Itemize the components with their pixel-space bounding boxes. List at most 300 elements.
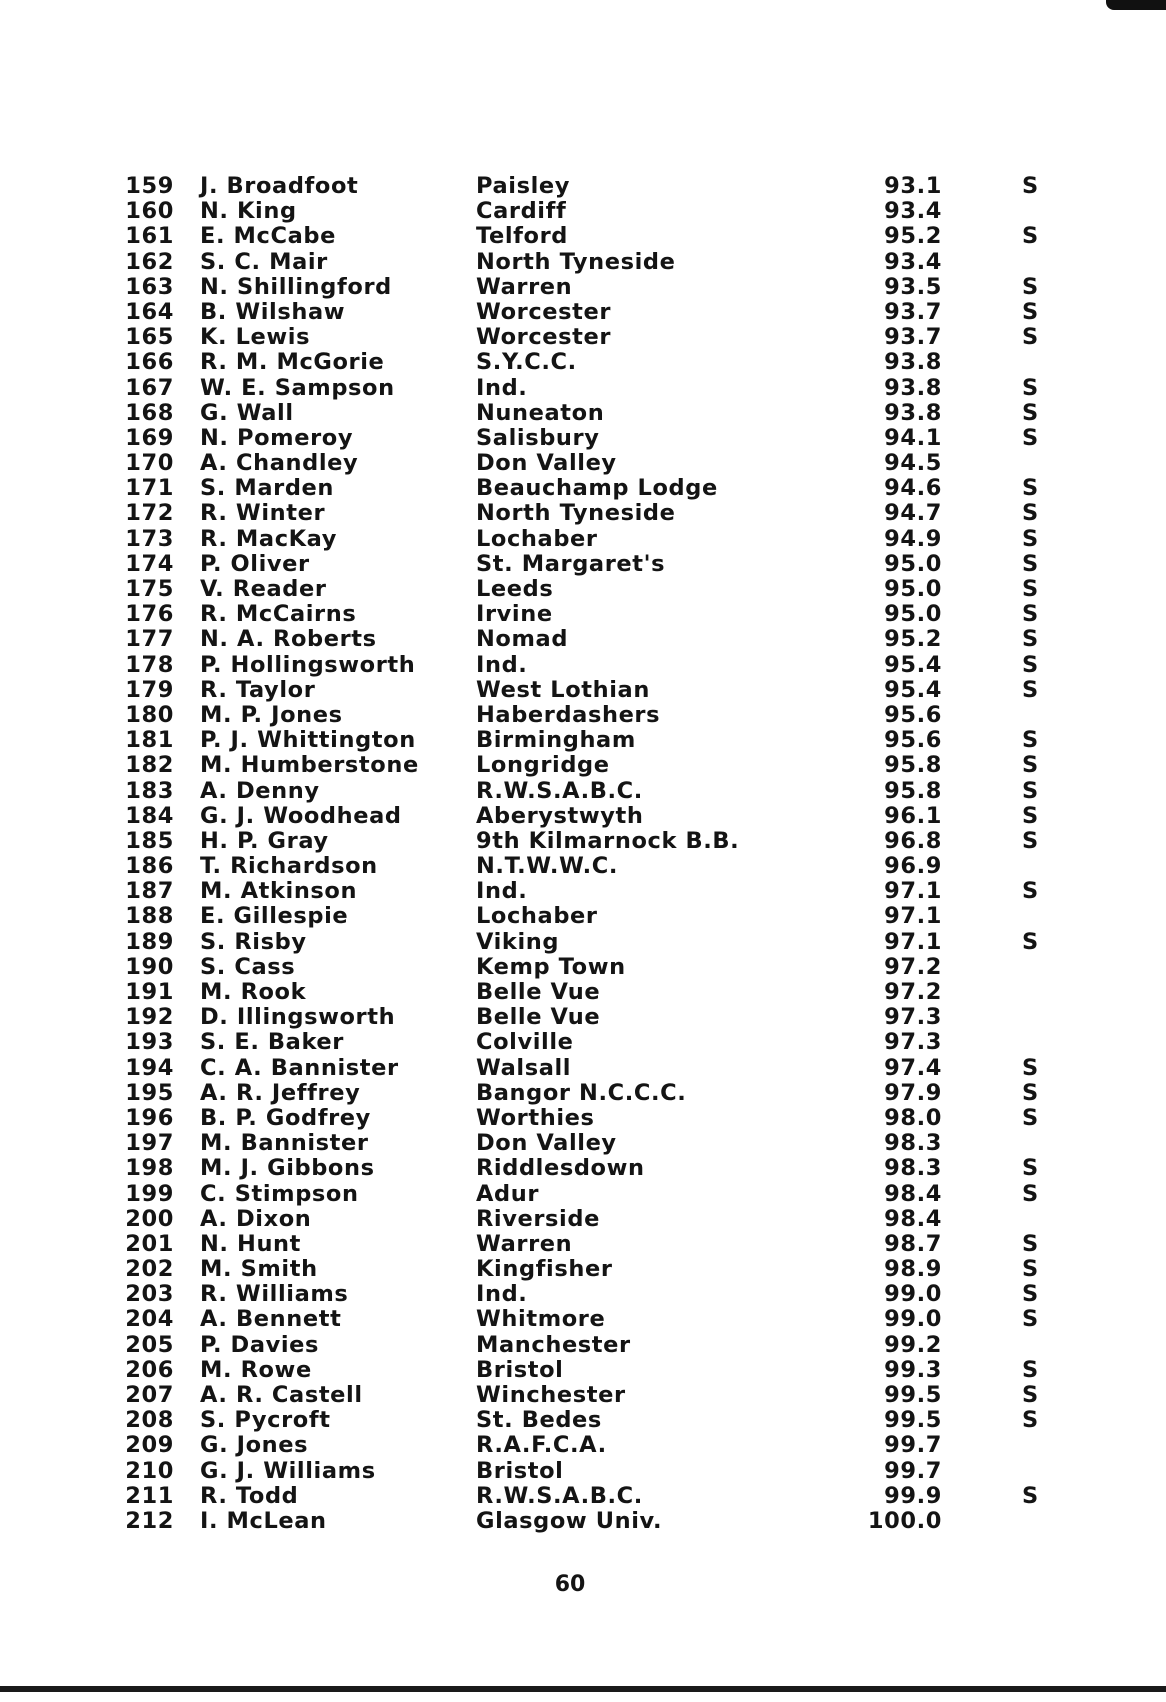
result-row (0, 1484, 1166, 1509)
result-row (0, 1433, 1166, 1458)
result-row (0, 300, 1166, 325)
result-row (0, 426, 1166, 451)
s-mark: S (1022, 374, 1039, 401)
bottom-rule (0, 1686, 1166, 1692)
position-number: 176 (125, 601, 174, 628)
club-name: Adur (476, 1180, 540, 1207)
result-row (0, 930, 1166, 955)
result-row (0, 350, 1166, 375)
result-row (0, 1307, 1166, 1332)
time-value: 95.6 (884, 727, 942, 754)
s-mark: S (1022, 1230, 1039, 1257)
result-row (0, 325, 1166, 350)
position-number: 211 (125, 1482, 174, 1509)
time-value: 97.2 (884, 979, 942, 1005)
s-mark: S (1022, 1155, 1039, 1182)
time-value: 97.3 (884, 1004, 942, 1031)
result-row (0, 199, 1166, 224)
club-name: Lochaber (476, 903, 598, 930)
competitor-name: T. Richardson (200, 853, 378, 880)
time-value: 93.1 (884, 173, 942, 199)
club-name: Belle Vue (476, 979, 601, 1005)
s-mark: S (1022, 727, 1039, 754)
position-number: 187 (125, 878, 174, 905)
result-row (0, 1156, 1166, 1181)
position-number: 205 (125, 1331, 174, 1358)
result-row (0, 904, 1166, 929)
s-mark: S (1022, 928, 1039, 955)
competitor-name: R. Taylor (200, 676, 316, 703)
result-row (0, 703, 1166, 728)
result-row (0, 1509, 1166, 1534)
club-name: Bangor N.C.C.C. (476, 1079, 687, 1106)
position-number: 163 (125, 273, 174, 300)
competitor-name: G. J. Williams (200, 1457, 376, 1484)
s-mark: S (1022, 1306, 1039, 1333)
result-row (0, 602, 1166, 627)
club-name: Worcester (476, 324, 612, 351)
club-name: Cardiff (476, 198, 567, 225)
competitor-name: I. McLean (200, 1507, 327, 1534)
result-row (0, 577, 1166, 602)
time-value: 93.5 (884, 273, 942, 300)
club-name: St. Bedes (476, 1407, 602, 1434)
competitor-name: J. Broadfoot (200, 173, 359, 199)
competitor-name: D. Illingsworth (200, 1004, 396, 1031)
time-value: 98.9 (884, 1256, 942, 1283)
position-number: 178 (125, 651, 174, 678)
s-mark: S (1022, 1079, 1039, 1106)
competitor-name: M. Rowe (200, 1356, 312, 1383)
time-value: 100.0 (867, 1507, 942, 1534)
s-mark: S (1022, 1256, 1039, 1283)
position-number: 175 (125, 576, 174, 602)
result-row (0, 1383, 1166, 1408)
club-name: Kemp Town (476, 953, 626, 980)
result-row (0, 879, 1166, 904)
time-value: 96.9 (884, 853, 942, 880)
s-mark: S (1022, 525, 1039, 552)
time-value: 98.0 (884, 1104, 942, 1131)
club-name: Warren (476, 273, 573, 300)
time-value: 99.7 (884, 1457, 942, 1484)
time-value: 97.4 (884, 1054, 942, 1081)
position-number: 169 (125, 424, 174, 451)
result-row (0, 1030, 1166, 1055)
time-value: 97.1 (884, 878, 942, 905)
result-row (0, 854, 1166, 879)
club-name: Telford (476, 223, 568, 250)
time-value: 95.8 (884, 752, 942, 779)
time-value: 96.1 (884, 802, 942, 829)
time-value: 95.0 (884, 576, 942, 602)
time-value: 98.7 (884, 1230, 942, 1257)
club-name: N.T.W.W.C. (476, 853, 618, 880)
s-mark: S (1022, 827, 1039, 854)
club-name: Beauchamp Lodge (476, 475, 718, 502)
result-row (0, 1257, 1166, 1282)
s-mark: S (1022, 550, 1039, 577)
position-number: 210 (125, 1457, 174, 1484)
competitor-name: S. Marden (200, 475, 335, 502)
club-name: Irvine (476, 601, 553, 628)
competitor-name: P. J. Whittington (200, 727, 416, 754)
competitor-name: P. Davies (200, 1331, 320, 1358)
result-row (0, 451, 1166, 476)
s-mark: S (1022, 576, 1039, 602)
result-row (0, 1081, 1166, 1106)
s-mark: S (1022, 802, 1039, 829)
position-number: 199 (125, 1180, 174, 1207)
club-name: Walsall (476, 1054, 572, 1081)
club-name: Viking (476, 928, 560, 955)
position-number: 206 (125, 1356, 174, 1383)
s-mark: S (1022, 475, 1039, 502)
time-value: 95.2 (884, 223, 942, 250)
club-name: Kingfisher (476, 1256, 613, 1283)
competitor-name: B. Wilshaw (200, 298, 346, 325)
position-number: 159 (125, 173, 174, 199)
time-value: 98.3 (884, 1155, 942, 1182)
club-name: Manchester (476, 1331, 631, 1358)
competitor-name: P. Hollingsworth (200, 651, 416, 678)
time-value: 97.9 (884, 1079, 942, 1106)
time-value: 94.1 (884, 424, 942, 451)
result-row (0, 552, 1166, 577)
s-mark: S (1022, 399, 1039, 426)
result-row (0, 376, 1166, 401)
s-mark: S (1022, 777, 1039, 804)
competitor-name: S. C. Mair (200, 248, 328, 275)
position-number: 166 (125, 349, 174, 376)
result-row (0, 1282, 1166, 1307)
position-number: 173 (125, 525, 174, 552)
club-name: Bristol (476, 1457, 564, 1484)
competitor-name: K. Lewis (200, 324, 311, 351)
s-mark: S (1022, 1180, 1039, 1207)
result-row (0, 250, 1166, 275)
time-value: 97.2 (884, 953, 942, 980)
competitor-name: A. Chandley (200, 450, 359, 477)
result-row (0, 1131, 1166, 1156)
competitor-name: N. A. Roberts (200, 626, 377, 653)
competitor-name: W. E. Sampson (200, 374, 395, 401)
position-number: 200 (125, 1205, 174, 1232)
time-value: 93.4 (884, 248, 942, 275)
s-mark: S (1022, 1482, 1039, 1509)
club-name: Bristol (476, 1356, 564, 1383)
competitor-name: M. Humberstone (200, 752, 419, 779)
time-value: 97.3 (884, 1029, 942, 1056)
club-name: Nomad (476, 626, 569, 653)
competitor-name: G. Wall (200, 399, 294, 426)
result-row (0, 224, 1166, 249)
club-name: Whitmore (476, 1306, 606, 1333)
time-value: 97.1 (884, 903, 942, 930)
club-name: Winchester (476, 1382, 626, 1408)
time-value: 99.0 (884, 1281, 942, 1308)
competitor-name: A. R. Castell (200, 1382, 363, 1408)
position-number: 164 (125, 298, 174, 325)
club-name: Glasgow Univ. (476, 1507, 663, 1534)
club-name: Salisbury (476, 424, 600, 451)
club-name: Don Valley (476, 450, 617, 477)
competitor-name: G. Jones (200, 1432, 309, 1459)
club-name: Aberystwyth (476, 802, 644, 829)
page-corner-mark (1106, 0, 1166, 10)
competitor-name: E. McCabe (200, 223, 336, 250)
competitor-name: N. King (200, 198, 297, 225)
result-row (0, 275, 1166, 300)
time-value: 93.8 (884, 349, 942, 376)
position-number: 160 (125, 198, 174, 225)
club-name: North Tyneside (476, 500, 676, 527)
competitor-name: M. Smith (200, 1256, 318, 1283)
position-number: 208 (125, 1407, 174, 1434)
s-mark: S (1022, 676, 1039, 703)
position-number: 201 (125, 1230, 174, 1257)
competitor-name: N. Shillingford (200, 273, 392, 300)
result-row (0, 779, 1166, 804)
position-number: 182 (125, 752, 174, 779)
club-name: Paisley (476, 173, 571, 199)
competitor-name: R. McCairns (200, 601, 357, 628)
result-row (0, 1207, 1166, 1232)
position-number: 174 (125, 550, 174, 577)
s-mark: S (1022, 298, 1039, 325)
result-row (0, 653, 1166, 678)
competitor-name: R. Todd (200, 1482, 299, 1509)
result-row (0, 401, 1166, 426)
competitor-name: R. Winter (200, 500, 326, 527)
club-name: S.Y.C.C. (476, 349, 577, 376)
competitor-name: R. Williams (200, 1281, 349, 1308)
time-value: 99.5 (884, 1407, 942, 1434)
competitor-name: C. Stimpson (200, 1180, 359, 1207)
club-name: R.W.S.A.B.C. (476, 1482, 643, 1509)
club-name: Lochaber (476, 525, 598, 552)
position-number: 186 (125, 853, 174, 880)
position-number: 204 (125, 1306, 174, 1333)
club-name: Riddlesdown (476, 1155, 645, 1182)
results-list (0, 174, 1166, 1534)
result-row (0, 174, 1166, 199)
result-row (0, 627, 1166, 652)
time-value: 95.4 (884, 651, 942, 678)
competitor-name: S. Cass (200, 953, 296, 980)
result-row (0, 678, 1166, 703)
club-name: Worthies (476, 1104, 595, 1131)
s-mark: S (1022, 1104, 1039, 1131)
time-value: 93.7 (884, 298, 942, 325)
s-mark: S (1022, 223, 1039, 250)
time-value: 99.9 (884, 1482, 942, 1509)
s-mark: S (1022, 1281, 1039, 1308)
result-row (0, 527, 1166, 552)
position-number: 212 (125, 1507, 174, 1534)
position-number: 172 (125, 500, 174, 527)
position-number: 207 (125, 1382, 174, 1408)
competitor-name: N. Pomeroy (200, 424, 354, 451)
time-value: 99.2 (884, 1331, 942, 1358)
competitor-name: S. Pycroft (200, 1407, 331, 1434)
time-value: 98.4 (884, 1180, 942, 1207)
position-number: 193 (125, 1029, 174, 1056)
competitor-name: M. Atkinson (200, 878, 358, 905)
time-value: 93.4 (884, 198, 942, 225)
s-mark: S (1022, 1407, 1039, 1434)
s-mark: S (1022, 1054, 1039, 1081)
time-value: 93.7 (884, 324, 942, 351)
s-mark: S (1022, 651, 1039, 678)
club-name: 9th Kilmarnock B.B. (476, 827, 740, 854)
time-value: 98.4 (884, 1205, 942, 1232)
club-name: West Lothian (476, 676, 650, 703)
time-value: 95.4 (884, 676, 942, 703)
competitor-name: R. M. McGorie (200, 349, 385, 376)
time-value: 98.3 (884, 1130, 942, 1157)
competitor-name: M. J. Gibbons (200, 1155, 375, 1182)
result-row (0, 955, 1166, 980)
position-number: 194 (125, 1054, 174, 1081)
position-number: 196 (125, 1104, 174, 1131)
result-row (0, 1358, 1166, 1383)
competitor-name: B. P. Godfrey (200, 1104, 371, 1131)
s-mark: S (1022, 752, 1039, 779)
time-value: 97.1 (884, 928, 942, 955)
competitor-name: P. Oliver (200, 550, 310, 577)
time-value: 95.0 (884, 601, 942, 628)
s-mark: S (1022, 324, 1039, 351)
position-number: 185 (125, 827, 174, 854)
club-name: Ind. (476, 651, 528, 678)
club-name: Leeds (476, 576, 554, 602)
position-number: 180 (125, 701, 174, 728)
s-mark: S (1022, 273, 1039, 300)
club-name: Belle Vue (476, 1004, 601, 1031)
time-value: 93.8 (884, 374, 942, 401)
time-value: 99.0 (884, 1306, 942, 1333)
s-mark: S (1022, 424, 1039, 451)
competitor-name: A. R. Jeffrey (200, 1079, 361, 1106)
competitor-name: S. Risby (200, 928, 307, 955)
result-row (0, 501, 1166, 526)
page-number: 60 (554, 1572, 586, 1597)
time-value: 94.9 (884, 525, 942, 552)
club-name: St. Margaret's (476, 550, 666, 577)
competitor-name: A. Bennett (200, 1306, 342, 1333)
position-number: 165 (125, 324, 174, 351)
club-name: Worcester (476, 298, 612, 325)
position-number: 162 (125, 248, 174, 275)
result-row (0, 804, 1166, 829)
time-value: 96.8 (884, 827, 942, 854)
club-name: Don Valley (476, 1130, 617, 1157)
position-number: 179 (125, 676, 174, 703)
result-row (0, 1232, 1166, 1257)
club-name: R.W.S.A.B.C. (476, 777, 643, 804)
time-value: 95.2 (884, 626, 942, 653)
result-row (0, 753, 1166, 778)
position-number: 183 (125, 777, 174, 804)
position-number: 189 (125, 928, 174, 955)
club-name: R.A.F.C.A. (476, 1432, 607, 1459)
position-number: 209 (125, 1432, 174, 1459)
position-number: 188 (125, 903, 174, 930)
result-row (0, 1106, 1166, 1131)
position-number: 168 (125, 399, 174, 426)
time-value: 95.6 (884, 701, 942, 728)
position-number: 202 (125, 1256, 174, 1283)
s-mark: S (1022, 173, 1039, 199)
s-mark: S (1022, 1382, 1039, 1408)
s-mark: S (1022, 878, 1039, 905)
competitor-name: E. Gillespie (200, 903, 349, 930)
position-number: 190 (125, 953, 174, 980)
s-mark: S (1022, 1356, 1039, 1383)
club-name: Haberdashers (476, 701, 661, 728)
position-number: 184 (125, 802, 174, 829)
position-number: 171 (125, 475, 174, 502)
competitor-name: A. Denny (200, 777, 320, 804)
club-name: Birmingham (476, 727, 636, 754)
time-value: 99.5 (884, 1382, 942, 1408)
competitor-name: R. MacKay (200, 525, 338, 552)
time-value: 95.0 (884, 550, 942, 577)
club-name: Longridge (476, 752, 610, 779)
competitor-name: M. Bannister (200, 1130, 369, 1157)
competitor-name: G. J. Woodhead (200, 802, 402, 829)
result-row (0, 1005, 1166, 1030)
position-number: 197 (125, 1130, 174, 1157)
position-number: 167 (125, 374, 174, 401)
result-row (0, 829, 1166, 854)
time-value: 93.8 (884, 399, 942, 426)
position-number: 198 (125, 1155, 174, 1182)
position-number: 170 (125, 450, 174, 477)
position-number: 177 (125, 626, 174, 653)
s-mark: S (1022, 626, 1039, 653)
time-value: 99.3 (884, 1356, 942, 1383)
result-row (0, 728, 1166, 753)
result-row (0, 1056, 1166, 1081)
result-row (0, 1408, 1166, 1433)
result-row (0, 476, 1166, 501)
club-name: Ind. (476, 1281, 528, 1308)
position-number: 191 (125, 979, 174, 1005)
position-number: 192 (125, 1004, 174, 1031)
time-value: 94.7 (884, 500, 942, 527)
competitor-name: C. A. Bannister (200, 1054, 399, 1081)
club-name: Riverside (476, 1205, 600, 1232)
time-value: 95.8 (884, 777, 942, 804)
s-mark: S (1022, 601, 1039, 628)
club-name: Colville (476, 1029, 574, 1056)
competitor-name: M. P. Jones (200, 701, 343, 728)
result-row (0, 1182, 1166, 1207)
result-row (0, 980, 1166, 1005)
club-name: North Tyneside (476, 248, 676, 275)
s-mark: S (1022, 500, 1039, 527)
competitor-name: V. Reader (200, 576, 327, 602)
time-value: 94.5 (884, 450, 942, 477)
result-row (0, 1459, 1166, 1484)
time-value: 94.6 (884, 475, 942, 502)
club-name: Ind. (476, 374, 528, 401)
position-number: 195 (125, 1079, 174, 1106)
competitor-name: M. Rook (200, 979, 307, 1005)
competitor-name: A. Dixon (200, 1205, 312, 1232)
